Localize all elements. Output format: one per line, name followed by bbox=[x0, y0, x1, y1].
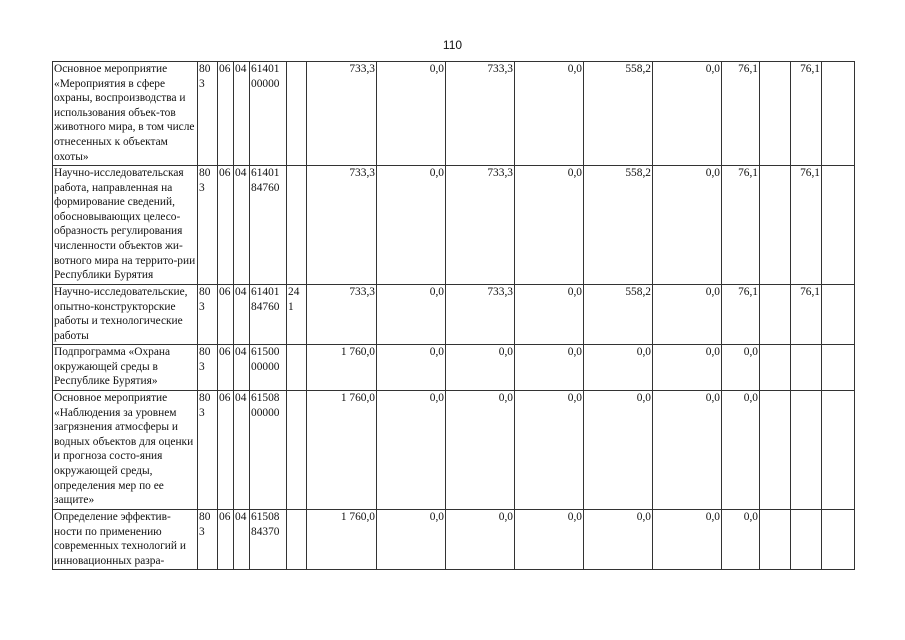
target-code-part-1: 61500 bbox=[251, 346, 280, 358]
row-name: Научно-исследовательская работа, направленная на формирование сведений, обосновывающих целесо-образность регулирования численности объектов жи-вотного мира на террито-рии Республики Бурятия bbox=[53, 166, 198, 285]
cell-value-2: 0,0 bbox=[377, 62, 446, 166]
cell-value-2: 0,0 bbox=[377, 510, 446, 570]
target-code-part-2: 00000 bbox=[251, 406, 280, 419]
cell-value-2: 0,0 bbox=[377, 285, 446, 345]
cell-target-code bbox=[250, 510, 287, 570]
target-code-part-1: 61401 bbox=[251, 63, 280, 75]
cell-value-1: 1 760,0 bbox=[307, 391, 377, 510]
cell-ministry-code: 803 bbox=[198, 391, 218, 510]
cell-value-3: 733,3 bbox=[446, 166, 515, 285]
cell-value-9: 76,1 bbox=[791, 166, 822, 285]
cell-value-9 bbox=[791, 510, 822, 570]
cell-value-5: 0,0 bbox=[584, 391, 653, 510]
cell-value-6: 0,0 bbox=[653, 285, 722, 345]
cell-value-3: 733,3 bbox=[446, 285, 515, 345]
cell-ministry-code: 803 bbox=[198, 285, 218, 345]
target-code-part-1: 61401 bbox=[251, 286, 280, 298]
cell-value-7: 0,0 bbox=[722, 391, 760, 510]
target-code-part-1: 61401 bbox=[251, 167, 280, 179]
cell-section-code: 06 bbox=[218, 391, 234, 510]
cell-section-code: 06 bbox=[218, 285, 234, 345]
cell-value-4: 0,0 bbox=[515, 62, 584, 166]
cell-value-8 bbox=[760, 62, 791, 166]
table-row bbox=[53, 166, 855, 285]
target-code-part-2: 84760 bbox=[251, 300, 280, 313]
cell-expense-type bbox=[287, 345, 307, 391]
cell-value-4: 0,0 bbox=[515, 345, 584, 391]
cell-ministry-code: 803 bbox=[198, 510, 218, 570]
cell-subsection-code: 04 bbox=[234, 510, 250, 570]
cell-value-2: 0,0 bbox=[377, 391, 446, 510]
cell-value-1: 733,3 bbox=[307, 62, 377, 166]
cell-value-3: 733,3 bbox=[446, 62, 515, 166]
cell-expense-type bbox=[287, 166, 307, 285]
target-code-part-2: 84370 bbox=[251, 525, 280, 538]
cell-value-9: 76,1 bbox=[791, 285, 822, 345]
cell-value-4: 0,0 bbox=[515, 285, 584, 345]
cell-expense-type bbox=[287, 391, 307, 510]
row-name: Основное мероприятие «Мероприятия в сфере охраны, воспроизводства и использования объек-тов животного мира, в том числе отнесенных к объектам охоты» bbox=[53, 62, 198, 166]
cell-value-8 bbox=[760, 285, 791, 345]
cell-value-5: 558,2 bbox=[584, 166, 653, 285]
cell-subsection-code: 04 bbox=[234, 166, 250, 285]
table-row bbox=[53, 391, 855, 510]
cell-value-9 bbox=[791, 391, 822, 510]
cell-section-code: 06 bbox=[218, 166, 234, 285]
cell-value-7: 0,0 bbox=[722, 510, 760, 570]
cell-value-9 bbox=[791, 345, 822, 391]
row-name: Подпрограмма «Охрана окружающей среды в Республике Бурятия» bbox=[53, 345, 198, 391]
cell-target-code bbox=[250, 345, 287, 391]
cell-expense-type bbox=[287, 510, 307, 570]
cell-value-6: 0,0 bbox=[653, 391, 722, 510]
target-code-part-2: 00000 bbox=[251, 360, 280, 373]
cell-section-code: 06 bbox=[218, 345, 234, 391]
page-number: 110 bbox=[442, 38, 463, 52]
cell-expense-type: 241 bbox=[287, 285, 307, 345]
cell-value-10 bbox=[822, 391, 855, 510]
cell-section-code: 06 bbox=[218, 62, 234, 166]
cell-ministry-code: 803 bbox=[198, 166, 218, 285]
table-row bbox=[53, 510, 855, 570]
cell-value-10 bbox=[822, 345, 855, 391]
cell-value-10 bbox=[822, 62, 855, 166]
cell-target-code bbox=[250, 391, 287, 510]
cell-value-5: 0,0 bbox=[584, 510, 653, 570]
cell-value-8 bbox=[760, 166, 791, 285]
cell-ministry-code: 803 bbox=[198, 345, 218, 391]
cell-value-6: 0,0 bbox=[653, 62, 722, 166]
cell-value-3: 0,0 bbox=[446, 510, 515, 570]
cell-value-1: 1 760,0 bbox=[307, 510, 377, 570]
target-code-part-1: 61508 bbox=[251, 392, 280, 404]
row-name: Научно-исследовательские, опытно-конструкторские работы и технологические работы bbox=[53, 285, 198, 345]
cell-value-7: 76,1 bbox=[722, 166, 760, 285]
cell-target-code bbox=[250, 166, 287, 285]
cell-value-7: 76,1 bbox=[722, 62, 760, 166]
cell-value-6: 0,0 bbox=[653, 510, 722, 570]
cell-subsection-code: 04 bbox=[234, 391, 250, 510]
target-code-part-1: 61508 bbox=[251, 511, 280, 523]
cell-value-3: 0,0 bbox=[446, 345, 515, 391]
cell-value-7: 0,0 bbox=[722, 345, 760, 391]
cell-subsection-code: 04 bbox=[234, 345, 250, 391]
cell-value-8 bbox=[760, 391, 791, 510]
cell-ministry-code: 803 bbox=[198, 62, 218, 166]
cell-value-10 bbox=[822, 510, 855, 570]
cell-value-8 bbox=[760, 345, 791, 391]
cell-value-5: 558,2 bbox=[584, 62, 653, 166]
cell-value-1: 733,3 bbox=[307, 285, 377, 345]
cell-value-5: 558,2 bbox=[584, 285, 653, 345]
cell-target-code bbox=[250, 285, 287, 345]
row-name: Основное мероприятие «Наблюдения за уровнем загрязнения атмосферы и водных объектов для оценки и прогноза состо-яния окружающей среды, определения мер по ее защите» bbox=[53, 391, 198, 510]
cell-value-9: 76,1 bbox=[791, 62, 822, 166]
cell-value-2: 0,0 bbox=[377, 345, 446, 391]
cell-subsection-code: 04 bbox=[234, 62, 250, 166]
budget-table bbox=[52, 61, 855, 570]
cell-value-6: 0,0 bbox=[653, 166, 722, 285]
cell-section-code: 06 bbox=[218, 510, 234, 570]
cell-value-7: 76,1 bbox=[722, 285, 760, 345]
table-row bbox=[53, 285, 855, 345]
cell-value-3: 0,0 bbox=[446, 391, 515, 510]
cell-value-10 bbox=[822, 166, 855, 285]
cell-value-1: 1 760,0 bbox=[307, 345, 377, 391]
cell-value-4: 0,0 bbox=[515, 391, 584, 510]
table-row bbox=[53, 62, 855, 166]
cell-value-2: 0,0 bbox=[377, 166, 446, 285]
target-code-part-2: 00000 bbox=[251, 77, 280, 90]
cell-value-1: 733,3 bbox=[307, 166, 377, 285]
cell-value-6: 0,0 bbox=[653, 345, 722, 391]
row-name: Определение эффектив-ности по применению современных технологий и инновационных разра- bbox=[53, 510, 198, 570]
cell-subsection-code: 04 bbox=[234, 285, 250, 345]
cell-value-4: 0,0 bbox=[515, 510, 584, 570]
cell-expense-type bbox=[287, 62, 307, 166]
cell-value-4: 0,0 bbox=[515, 166, 584, 285]
cell-value-8 bbox=[760, 510, 791, 570]
table-row bbox=[53, 345, 855, 391]
cell-value-5: 0,0 bbox=[584, 345, 653, 391]
cell-target-code bbox=[250, 62, 287, 166]
target-code-part-2: 84760 bbox=[251, 181, 280, 194]
cell-value-10 bbox=[822, 285, 855, 345]
